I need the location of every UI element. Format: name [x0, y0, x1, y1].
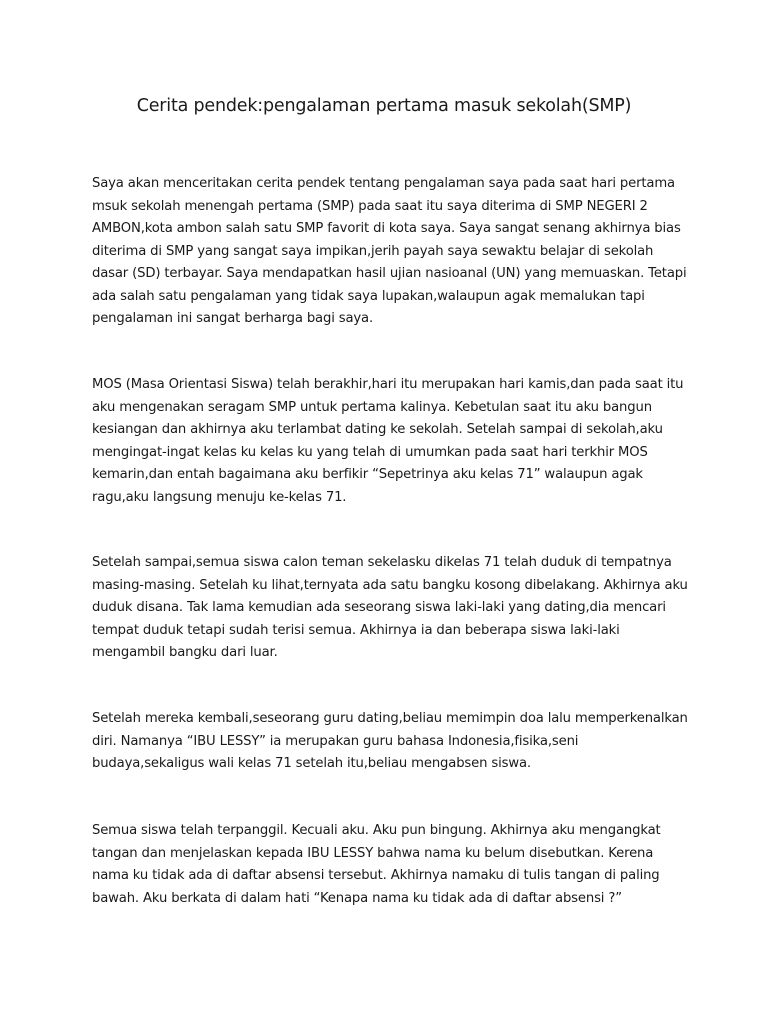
document-title: Cerita pendek:pengalaman pertama masuk sekolah(SMP)	[136, 96, 632, 116]
paragraph-3: Setelah sampai,semua siswa calon teman sekelasku dikelas 71 telah duduk di tempatnya masing-masing. Setelah ku lihat,ternyata ada satu bangku kosong dibelakang. Akhirnya aku duduk disana. Tak lama kemudian ada seseorang siswa laki-laki yang dating,dia mencari tempat duduk tetapi sudah terisi semua. Akhirnya ia dan beberapa siswa laki-laki mengambil bangku dari luar.	[92, 555, 688, 660]
paragraph-5: Semua siswa telah terpanggil. Kecuali aku. Aku pun bingung. Akhirnya aku mengangkat tangan dan menjelaskan kepada IBU LESSY bahwa nama ku belum disebutkan. Kerena nama ku tidak ada di daftar absensi tersebut. Akhirnya namaku di tulis tangan di paling bawah. Aku berkata di dalam hati “Kenapa nama ku tidak ada di daftar absensi ?”	[92, 823, 661, 906]
paragraph-4: Setelah mereka kembali,seseorang guru dating,beliau memimpin doa lalu memperkenalkan diri. Namanya “IBU LESSY” ia merupakan guru bahasa Indonesia,fisika,seni budaya,sekaligus wali kelas 71 setelah itu,beliau mengabsen siswa.	[92, 711, 688, 771]
paragraph-2: MOS (Masa Orientasi Siswa) telah berakhir,hari itu merupakan hari kamis,dan pada saat itu aku mengenakan seragam SMP untuk pertama kalinya. Kebetulan saat itu aku bangun kesiangan dan akhirnya aku terlambat dating ke sekolah. Setelah sampai di sekolah,aku mengingat-ingat kelas ku kelas ku yang telah di umumkan pada saat hari terkhir MOS kemarin,dan entah bagaimana aku berfikir “Sepetrinya aku kelas 71” walaupun agak ragu,aku langsung menuju ke-kelas 71.	[92, 377, 684, 505]
paragraph-1: Saya akan menceritakan cerita pendek tentang pengalaman saya pada saat hari pertama msuk sekolah menengah pertama (SMP) pada saat itu saya diterima di SMP NEGERI 2 AMBON,kota ambon salah satu SMP favorit di kota saya. Saya sangat senang akhirnya bias diterima di SMP yang sangat saya impikan,jerih payah saya sewaktu belajar di sekolah dasar (SD) terbayar. Saya mendapatkan hasil ujian nasioanal (UN) yang memuaskan. Tetapi ada salah satu pengalaman yang tidak saya lupakan,walaupun agak memalukan tapi pengalaman ini sangat berharga bagi saya.	[92, 176, 687, 326]
